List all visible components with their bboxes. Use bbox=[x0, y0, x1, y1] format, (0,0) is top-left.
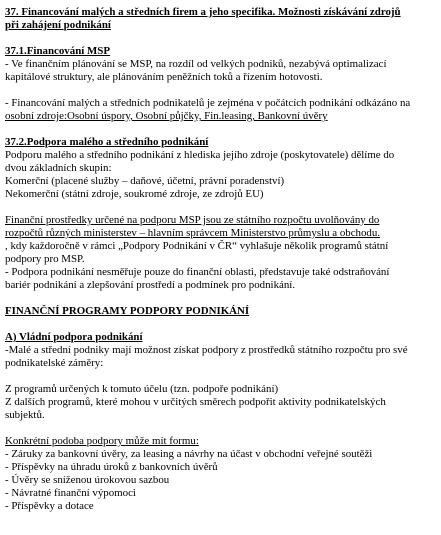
list-item: - Příspěvky a dotace bbox=[5, 500, 94, 512]
paragraph-line: rozpočtů různých ministerstev – hlavním správcem Ministerstvo průmyslu a obchodu. bbox=[5, 227, 381, 239]
subsection-title: A) Vládní podpora podnikání bbox=[5, 331, 143, 343]
header-line-2: při zahájení podnikání bbox=[5, 19, 111, 31]
paragraph-line: podnikatelské záměry: bbox=[5, 357, 104, 369]
paragraph-line: dvou základních skupin: bbox=[5, 162, 112, 174]
paragraph-line: podpory pro MSP. bbox=[5, 253, 85, 265]
section-title: 37.1.Financování MSP bbox=[5, 45, 110, 57]
paragraph-line: Nekomerční (státní zdroje, soukromé zdroje, ze zdrojů EU) bbox=[5, 188, 264, 200]
paragraph-line: - Podpora podnikání nesměřuje pouze do finanční oblasti, představuje také odstraňování bbox=[5, 266, 390, 278]
paragraph-line: Z programů určených k tomuto účelu (tzn. podpoře podnikání) bbox=[5, 383, 279, 395]
paragraph-line: - Ve finančním plánování se MSP, na rozdíl od velkých podniků, nezabývá optimalizací bbox=[5, 58, 387, 70]
paragraph-line: -Malé a střední podniky mají možnost získat podpory z prostředků státního rozpočtu pro své bbox=[5, 344, 408, 356]
list-item: - Návratné finanční výpomoci bbox=[5, 487, 136, 499]
paragraph-line: bariér podnikání a zlepšování prostředí a podmínek pro podnikání. bbox=[5, 279, 296, 291]
section-financovani-msp bbox=[5, 45, 441, 123]
paragraph-line: Z dalších programů, které mohou v určitých směrech podpořit aktivity podnikatelských bbox=[5, 396, 386, 408]
header-line-1: 37. Financování malých a středních firem a jeho specifika. Možnosti získávání zdrojů bbox=[5, 6, 401, 18]
section-financni-programy bbox=[5, 305, 441, 513]
document-header bbox=[5, 6, 441, 32]
paragraph-line: - Financování malých a středních podnikatelů je zejména v počátcích podnikání odkázáno na bbox=[5, 97, 411, 109]
paragraph-line: Komerční (placené služby – daňové, účetní, právní poradenství) bbox=[5, 175, 285, 187]
paragraph-line: Podporu malého a středního podnikání z hlediska jejího zdroje (poskytovatele) dělíme do bbox=[5, 149, 395, 161]
paragraph-line: , kdy každoročně v rámci „Podpory Podnikání v ČR“ vyhlašuje několik programů státní bbox=[5, 240, 389, 252]
paragraph-line: osobní zdroje:Osobní úspory, Osobní půjčky, Fin.leasing, Bankovní úvěry bbox=[5, 110, 328, 122]
paragraph-line: subjektů. bbox=[5, 409, 45, 421]
list-item: - Úvěry se sníženou úrokovou sazbou bbox=[5, 474, 170, 486]
forms-title: Konkrétní podoba podpory může mít formu: bbox=[5, 435, 199, 447]
paragraph-line: kapitálové struktury, ale plánováním peněžních toků a řízením hotovosti. bbox=[5, 71, 323, 83]
paragraph-line: Finanční prostředky určené na podporu MSP jsou ze státního rozpočtu uvolňovány do bbox=[5, 214, 380, 226]
section-title: 37.2.Podpora malého a středního podnikání bbox=[5, 136, 209, 148]
list-item: - Příspěvky na úhradu úroků z bankovních úvěrů bbox=[5, 461, 218, 473]
section-title: FINANČNÍ PROGRAMY PODPORY PODNIKÁNÍ bbox=[5, 305, 250, 317]
section-podpora-msp bbox=[5, 136, 441, 292]
list-item: - Záruky za bankovní úvěry, za leasing a návrhy na účast v obchodní veřejné soutěži bbox=[5, 448, 373, 460]
